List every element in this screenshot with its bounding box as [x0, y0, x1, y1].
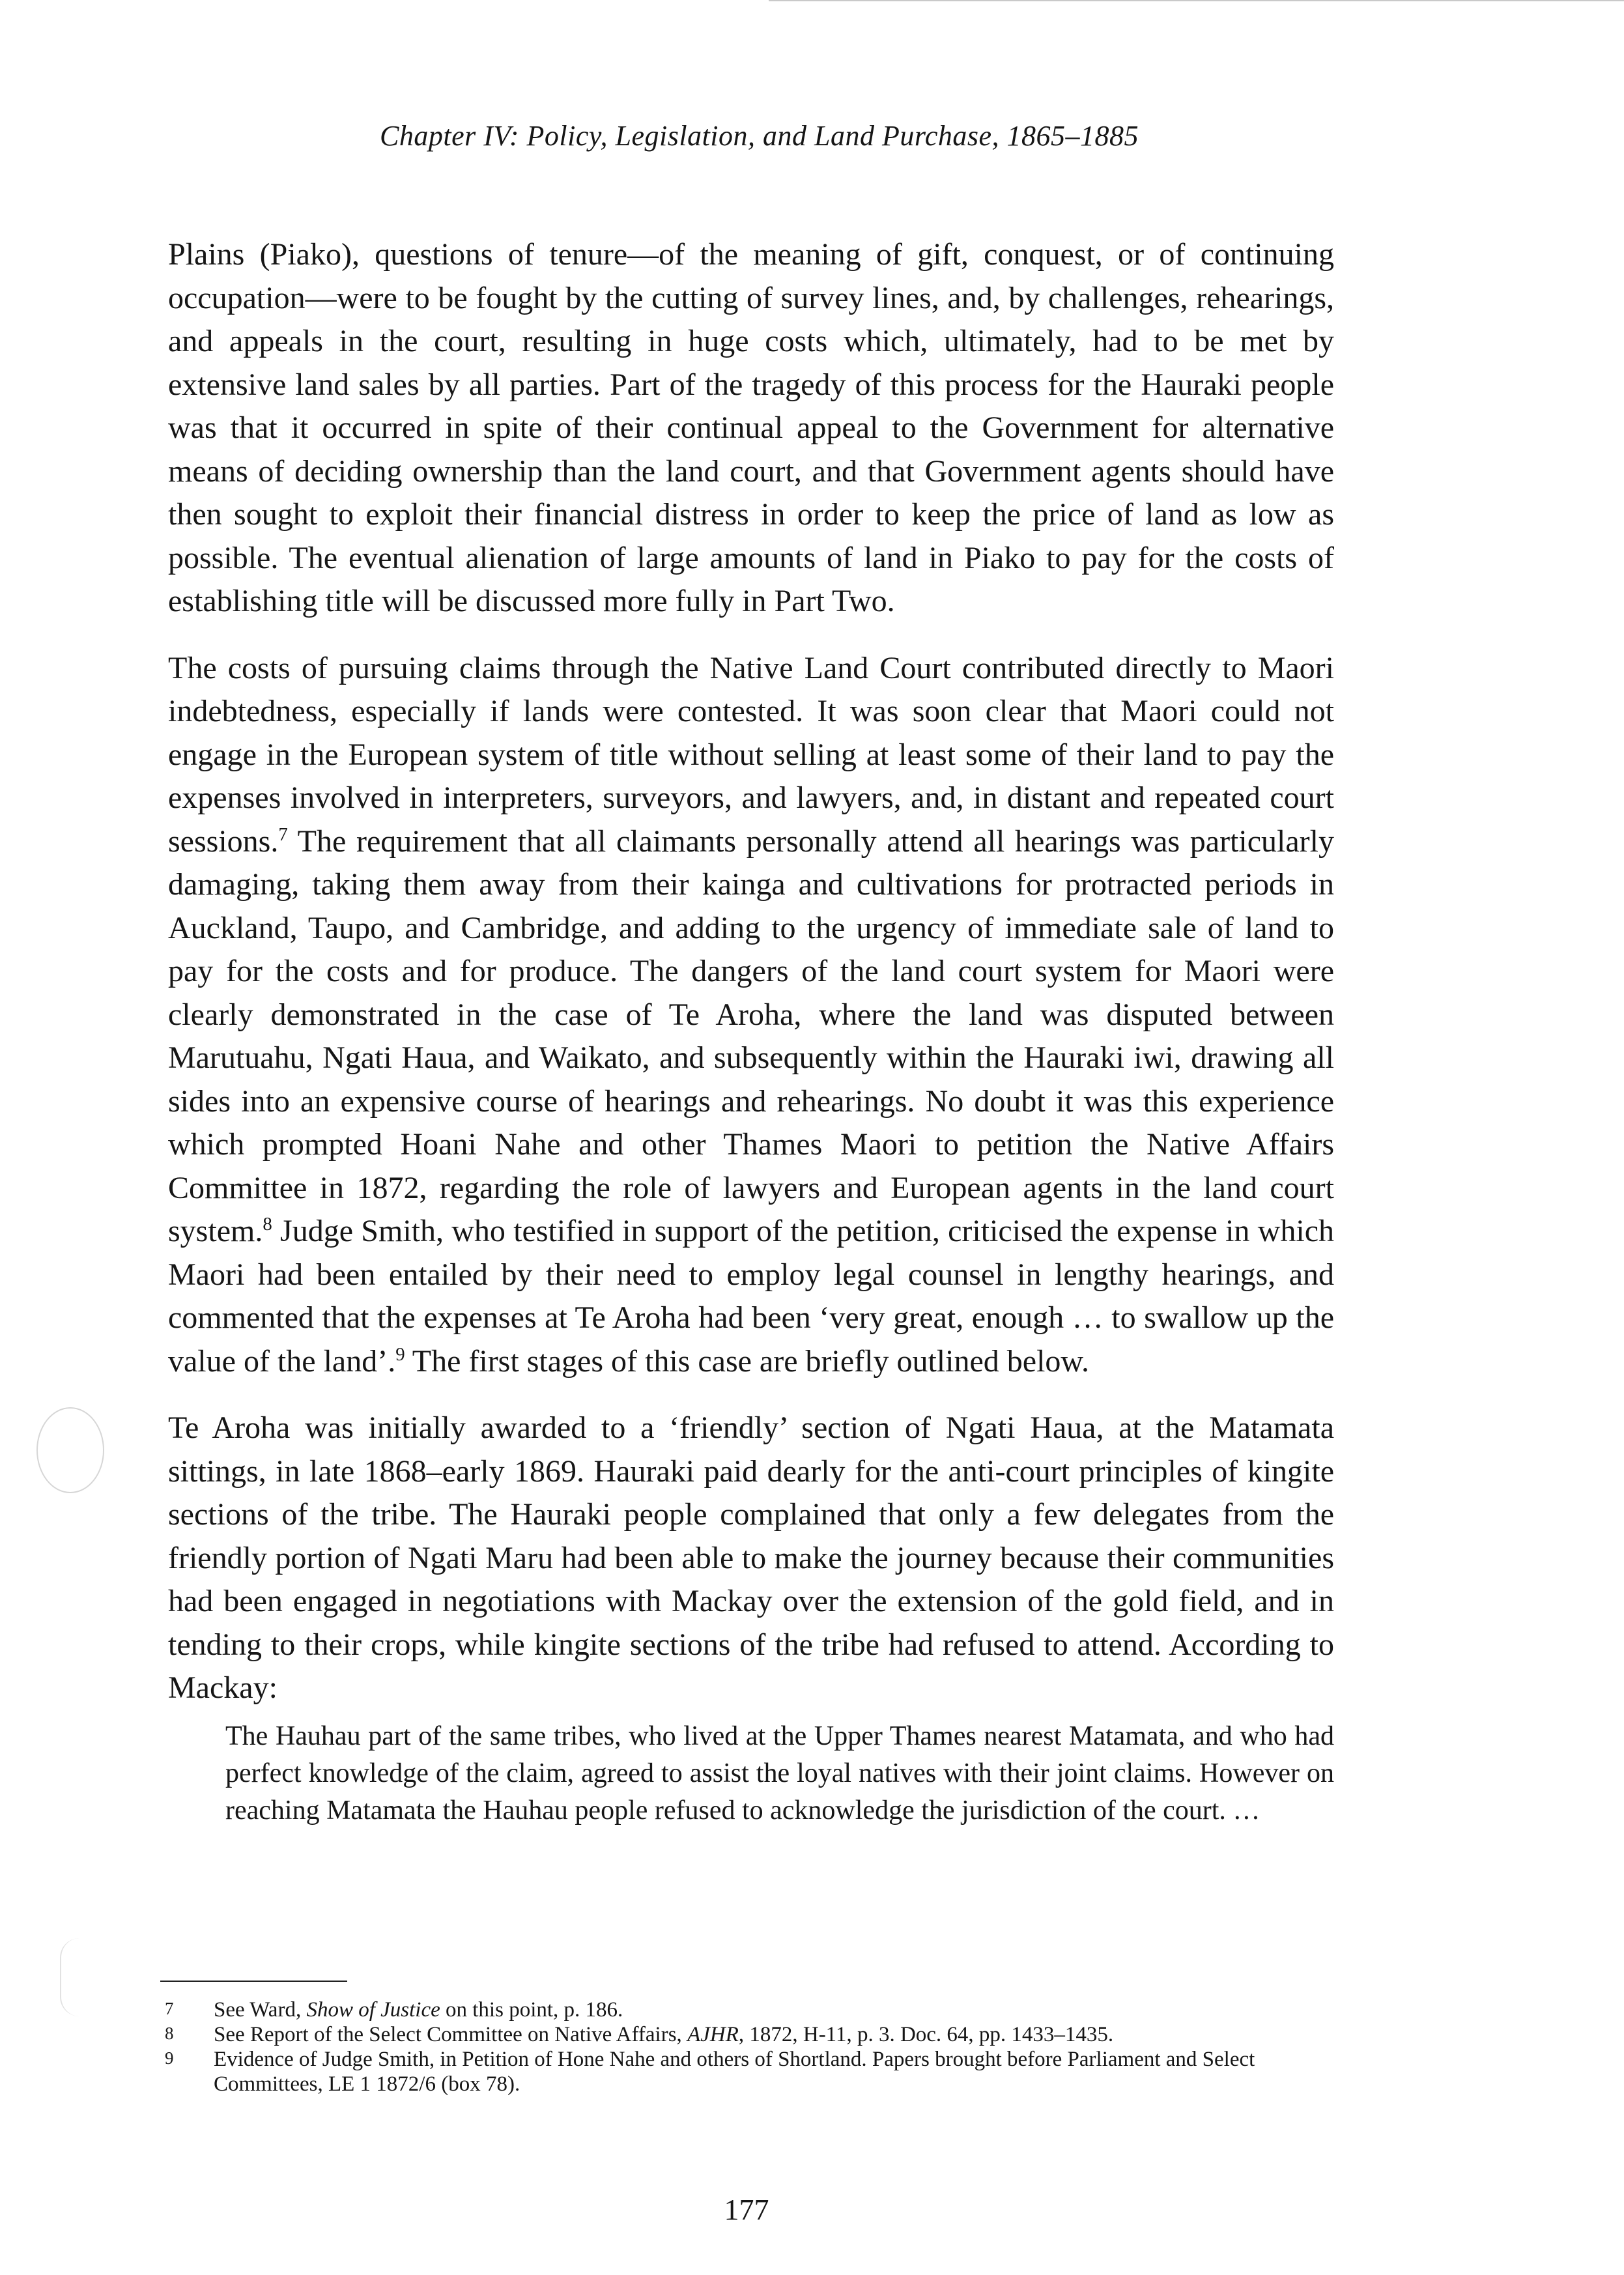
paragraph-2-part-d: The first stages of this case are briefly outlined below. [405, 1343, 1089, 1379]
binder-hole-mark [36, 1407, 104, 1493]
scan-edge-line [769, 0, 1624, 1]
footnote-ref-9[interactable]: 9 [395, 1343, 405, 1365]
footnote-text [214, 1997, 1324, 2022]
footnote-number: 7 [165, 1999, 174, 2018]
paragraph-2-part-a: The costs of pursuing claims through the Native Land Court contributed directly to Maori indebtedness, especially if lands were contested. It was soon clear that Maori could not engage in the European system of title without selling at least some of their land to pay the expenses involved in interpreters, surveyors, and lawyers, and, in distant and repeated court sessions. [168, 650, 1334, 859]
footnote-divider [160, 1981, 347, 1982]
paragraph-3: Te Aroha was initially awarded to a ‘friendly’ section of Ngati Haua, at the Matamata sittings, in late 1868–early 1869. Hauraki paid dearly for the anti-court principles of kingite sections of the tribe. The Hauraki people complained that only a few delegates from the friendly portion of Ngati Maru had been able to make the journey because their communities had been engaged in negotiations with Mackay over the extension of the gold field, and in tending to their crops, while kingite sections of the tribe had refused to attend. According to Mackay: [168, 1410, 1334, 1705]
footnote-text-start: See Ward, [214, 1998, 307, 2022]
footnote-ref-8[interactable]: 8 [263, 1214, 272, 1235]
footnote-text-end: , 1872, H-11, p. 3. Doc. 64, pp. 1433–1435. [738, 2023, 1114, 2046]
footnotes [165, 1997, 1324, 2096]
footnote-title: AJHR [687, 2023, 739, 2046]
paragraph-2 [168, 647, 1334, 1384]
footnote-text-end: on this point, p. 186. [440, 1998, 623, 2022]
footnote-text [214, 2022, 1324, 2047]
footnote-title: Show of Justice [306, 1998, 440, 2022]
footnote-number: 8 [165, 2024, 174, 2043]
running-header: Chapter IV: Policy, Legislation, and Land Purchase, 1865–1885 [380, 120, 1139, 152]
footnote-7 [165, 1997, 1324, 2022]
paragraph-1: Plains (Piako), questions of tenure—of the meaning of gift, conquest, or of continuing occupation—were to be fought by the cutting of survey lines, and, by challenges, rehearings, and appeals in the court, resulting in huge costs which, ultimately, had to be met by extensive land sales by all parties. Part of the tragedy of this process for the Hauraki people was that it occurred in spite of their continual appeal to the Government for alternative means of deciding ownership than the land court, and that Government agents should have then sought to exploit their financial distress in order to keep the price of land as low as possible. The eventual alienation of large amounts of land in Piako to pay for the costs of establishing title will be discussed more fully in Part Two. [168, 237, 1334, 618]
body-text [168, 233, 1334, 1829]
footnote-text-start: See Report of the Select Committee on Native Affairs, [214, 2023, 688, 2046]
paragraph-2-part-c: Judge Smith, who testified in support of the petition, criticised the expense in which Maori had been entailed by their need to employ legal counsel in lengthy hearings, and commented that the expenses at Te Aroha had been ‘very great, enough … to swallow up the value of the land’. [168, 1214, 1334, 1379]
footnote-9 [165, 2047, 1324, 2096]
scan-edge-mark [60, 1938, 85, 2016]
paragraph-2-part-b: The requirement that all claimants personally attend all hearings was particularly damaging, taking them away from their kainga and cultivations for protracted periods in Auckland, Taupo, and Cambridge, and adding to the urgency of immediate sale of land to pay for the costs and for produce. The dangers of the land court system for Maori were clearly demonstrated in the case of Te Aroha, where the land was disputed between Marutuahu, Ngati Haua, and Waikato, and subsequently within the Hauraki iwi, drawing all sides into an expensive course of hearings and rehearings. No doubt it was this experience which prompted Hoani Nahe and other Thames Maori to petition the Native Affairs Committee in 1872, regarding the role of lawyers and European agents in the land court system. [168, 823, 1334, 1248]
footnote-text-start: Evidence of Judge Smith, in Petition of Hone Nahe and others of Shortland. Papers brought before Parliament and Select Committees, LE 1 1872/6 (box 78). [214, 2048, 1255, 2096]
block-quote: The Hauhau part of the same tribes, who lived at the Upper Thames nearest Matamata, and who had perfect knowledge of the claim, agreed to assist the loyal natives with their joint claims. However on reaching Matamata the Hauhau people refused to acknowledge the jurisdiction of the court. … [225, 1721, 1334, 1825]
footnote-text [214, 2047, 1324, 2096]
footnote-8 [165, 2022, 1324, 2047]
footnote-ref-7[interactable]: 7 [278, 823, 288, 845]
page-number: 177 [724, 2193, 769, 2226]
footnote-number: 9 [165, 2048, 174, 2068]
